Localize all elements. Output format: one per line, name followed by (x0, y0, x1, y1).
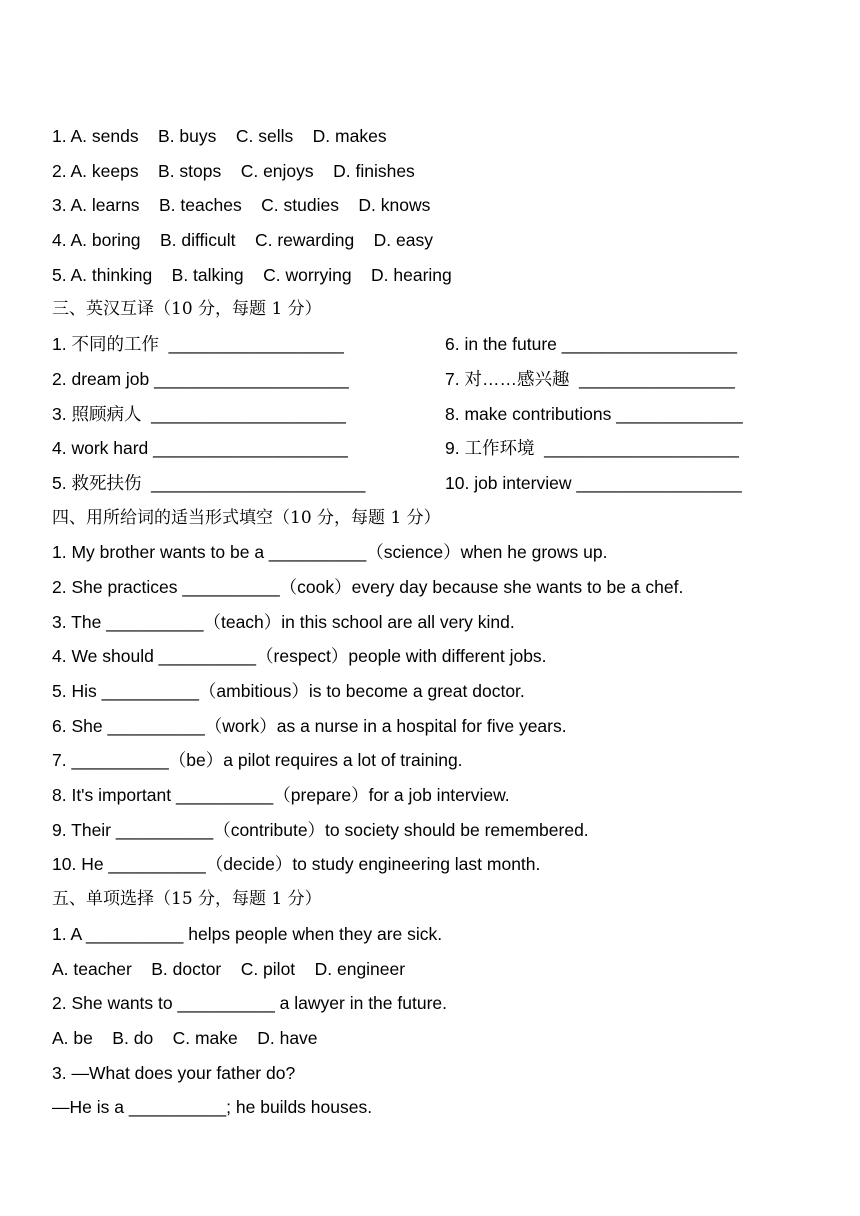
fill-in-item: 5. His __________（ambitious）is to become a great doctor. (52, 681, 525, 701)
fill-in-item: 7. __________（be）a pilot requires a lot of training. (52, 750, 463, 771)
section5-heading: 五、单项选择（15 分，每题 1 分） (52, 889, 322, 910)
translation-row (52, 397, 812, 432)
choice-options: A. be B. do C. make D. have (52, 1027, 318, 1048)
translation-item: 10. job interview _________________ (445, 472, 742, 493)
translation-item: 9. 工作环境 ____________________ (445, 438, 739, 459)
translation-item: 3. 照顾病人 ____________________ (52, 403, 346, 424)
translation-row (52, 327, 812, 362)
fill-in-item: 3. The __________（teach）in this school are all very kind. (52, 611, 515, 632)
question-text: 1. A __________ helps people when they are sick. (52, 923, 443, 944)
option-row: 5. A. thinking B. talking C. worrying D. hearing (52, 264, 452, 285)
fill-in-item: 1. My brother wants to be a __________（science）when he grows up. (52, 542, 608, 563)
fill-in-item: 4. We should __________（respect）people with different jobs. (52, 646, 547, 667)
translation-item: 6. in the future __________________ (445, 334, 737, 355)
fill-in-item: 10. He __________（decide）to study engineering last month. (52, 854, 541, 875)
translation-item: 7. 对……感兴趣 ________________ (445, 368, 735, 389)
option-row: 3. A. learns B. teaches C. studies D. knows (52, 195, 431, 216)
fill-in-item: 6. She __________（work）as a nurse in a hospital for five years. (52, 715, 567, 736)
option-row: 2. A. keeps B. stops C. enjoys D. finishes (52, 160, 415, 181)
option-row: 1. A. sends B. buys C. sells D. makes (52, 126, 387, 146)
section3-heading: 三、英汉互译（10 分，每题 1 分） (52, 299, 322, 320)
question-text: 3. —What does your father do? (52, 1062, 296, 1083)
translation-item: 5. 救死扶伤 ______________________ (52, 472, 366, 493)
translation-item: 2. dream job ____________________ (52, 368, 349, 389)
section2-options (52, 119, 812, 292)
translation-row (52, 466, 812, 501)
choice-options: A. teacher B. doctor C. pilot D. engineer (52, 958, 406, 979)
option-row: 4. A. boring B. difficult C. rewarding D. easy (52, 230, 433, 251)
section4-heading: 四、用所给词的适当形式填空（10 分，每题 1 分） (52, 507, 441, 528)
question-text: 2. She wants to __________ a lawyer in the future. (52, 993, 447, 1014)
fill-in-item: 2. She practices __________（cook）every day because she wants to be a chef. (52, 576, 684, 597)
section5-multiple-choice (52, 882, 812, 1125)
section3-translation (52, 292, 812, 500)
worksheet-page (52, 119, 812, 1125)
question-text: —He is a __________; he builds houses. (52, 1097, 373, 1118)
translation-item: 8. make contributions _____________ (445, 403, 743, 424)
translation-item: 1. 不同的工作 __________________ (52, 334, 344, 355)
fill-in-item: 9. Their __________（contribute）to society should be remembered. (52, 819, 589, 840)
fill-in-item: 8. It's important __________（prepare）for a job interview. (52, 785, 510, 806)
section4-fill-in (52, 501, 812, 883)
translation-row (52, 362, 812, 397)
translation-item: 4. work hard ____________________ (52, 438, 348, 459)
translation-row (52, 431, 812, 466)
